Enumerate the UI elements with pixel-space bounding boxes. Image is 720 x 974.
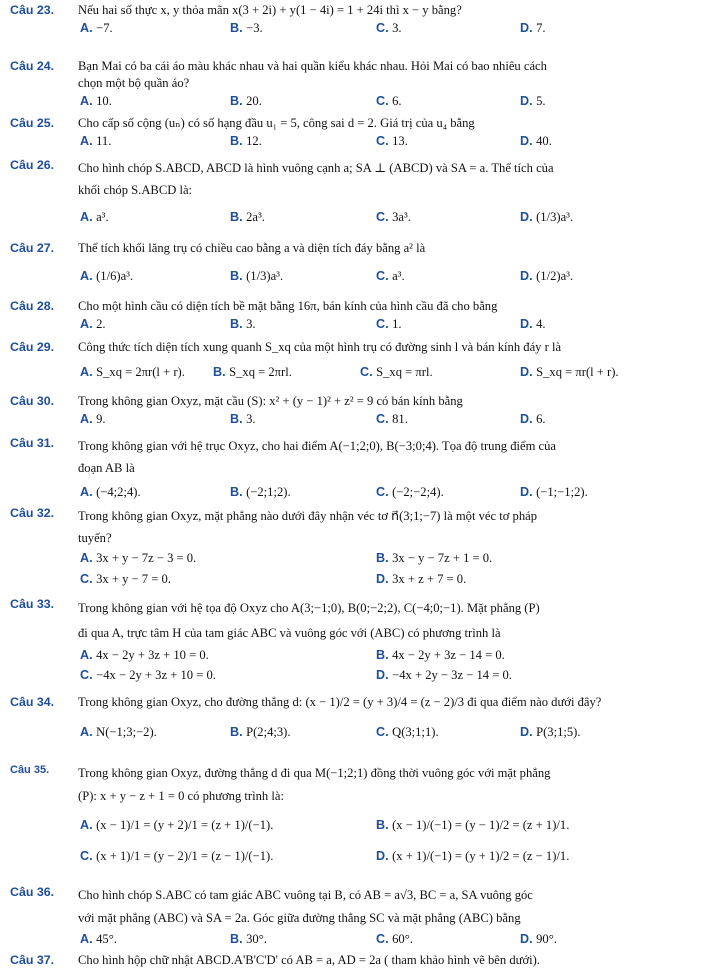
question-stem: Nếu hai số thực x, y thỏa mãn x(3 + 2i) + y(1 − 4i) = 1 + 24i thì x − y bằng? bbox=[78, 3, 462, 17]
question-number: Câu 35. bbox=[10, 764, 50, 776]
question-stem: Trong không gian Oxyz, mặt cầu (S): x² + (y − 1)² + z² = 9 có bán kính bằng bbox=[78, 394, 463, 408]
option-d[interactable]: D. S_xq = πr(l + r). bbox=[520, 365, 619, 379]
option-a[interactable]: A. −7. bbox=[80, 21, 113, 35]
question-34 bbox=[10, 694, 710, 742]
question-35 bbox=[10, 762, 710, 878]
option-b[interactable]: B. −3. bbox=[230, 21, 263, 35]
question-number: Câu 36. bbox=[10, 885, 55, 899]
question-stem-line: tuyến? bbox=[78, 531, 112, 545]
option-c[interactable]: C. 13. bbox=[376, 134, 408, 148]
question-stem-line: chọn một bộ quần áo? bbox=[78, 76, 190, 90]
option-a[interactable]: A. 45°. bbox=[80, 932, 117, 946]
question-33 bbox=[10, 596, 710, 685]
option-b[interactable]: B. 12. bbox=[230, 134, 262, 148]
option-b[interactable]: B. 4x − 2y + 3z − 14 = 0. bbox=[376, 648, 505, 662]
question-number: Câu 37. bbox=[10, 953, 55, 967]
option-b[interactable]: B. 20. bbox=[230, 94, 262, 108]
question-number: Câu 34. bbox=[10, 695, 55, 709]
question-23 bbox=[10, 2, 710, 38]
question-37 bbox=[10, 952, 710, 969]
question-stem: Trong không gian Oxyz, cho đường thẳng d: (x − 1)/2 = (y + 3)/4 = (z − 2)/3 đi qua điểm nào dưới đây? bbox=[78, 695, 602, 709]
option-c[interactable]: C. S_xq = πrl. bbox=[360, 365, 433, 379]
option-c[interactable]: C. a³. bbox=[376, 269, 405, 283]
question-stem-line: với mặt phẳng (ABC) và SA = 2a. Góc giữa đường thẳng SC và mặt phẳng (ABC) bằng bbox=[78, 911, 521, 925]
question-stem-line: (P): x + y − z + 1 = 0 có phương trình là: bbox=[78, 789, 284, 803]
option-c[interactable]: C. 6. bbox=[376, 94, 402, 108]
question-26 bbox=[10, 157, 710, 232]
option-d[interactable]: D. (−1;−1;2). bbox=[520, 485, 588, 499]
option-d[interactable]: D. 3x + z + 7 = 0. bbox=[376, 572, 467, 586]
question-27 bbox=[10, 240, 710, 288]
question-30 bbox=[10, 393, 710, 429]
question-stem-line: Trong không gian với hệ tọa độ Oxyz cho A(3;−1;0), B(0;−2;2), C(−4;0;−1). Mặt phẳng (P) bbox=[78, 601, 540, 615]
option-c[interactable]: C. (x + 1)/1 = (y − 2)/1 = (z − 1)/(−1). bbox=[80, 849, 274, 863]
option-d[interactable]: D. (1/2)a³. bbox=[520, 269, 574, 283]
question-stem-line: Trong không gian Oxyz, đường thẳng d đi qua M(−1;2;1) đồng thời vuông góc với mặt phẳng bbox=[78, 766, 551, 780]
question-number: Câu 32. bbox=[10, 506, 55, 520]
option-a[interactable]: A. 11. bbox=[80, 134, 112, 148]
question-stem: Công thức tích diện tích xung quanh S_xq của một hình trụ có đường sinh l và bán kính đáy r là bbox=[78, 340, 562, 354]
question-stem-line: Trong không gian với hệ trục Oxyz, cho hai điểm A(−1;2;0), B(−3;0;4). Tọa độ trung điểm của bbox=[78, 439, 557, 453]
option-c[interactable]: C. (−2;−2;4). bbox=[376, 485, 444, 499]
option-d[interactable]: D. P(3;1;5). bbox=[520, 725, 581, 739]
option-a[interactable]: A. (x − 1)/1 = (y + 2)/1 = (z + 1)/(−1). bbox=[80, 818, 274, 832]
option-b[interactable]: B. (x − 1)/(−1) = (y − 1)/2 = (z + 1)/1. bbox=[376, 818, 570, 832]
question-31 bbox=[10, 435, 710, 510]
question-25 bbox=[10, 115, 710, 151]
question-stem: Cho một hình cầu có diện tích bề mặt bằng 16π, bán kính của hình cầu đã cho bằng bbox=[78, 299, 498, 313]
option-b[interactable]: B. 3x − y − 7z + 1 = 0. bbox=[376, 551, 493, 565]
question-stem-line: đoạn AB là bbox=[78, 461, 135, 475]
question-29 bbox=[10, 339, 710, 387]
question-stem-line: Cho hình chóp S.ABC có tam giác ABC vuông tại B, có AB = a√3, BC = a, SA vuông góc bbox=[78, 888, 533, 902]
option-b[interactable]: B. 2a³. bbox=[230, 210, 265, 224]
option-a[interactable]: A. S_xq = 2πr(l + r). bbox=[80, 365, 185, 379]
option-d[interactable]: D. 40. bbox=[520, 134, 552, 148]
option-c[interactable]: C. 3a³. bbox=[376, 210, 411, 224]
option-b[interactable]: B. 3. bbox=[230, 412, 256, 426]
option-a[interactable]: A. (−4;2;4). bbox=[80, 485, 141, 499]
option-d[interactable]: D. 4. bbox=[520, 317, 546, 331]
question-number: Câu 28. bbox=[10, 299, 55, 313]
question-stem-line: Trong không gian Oxyz, mặt phẳng nào dưới đây nhận véc tơ n⃗(3;1;−7) là một véc tơ pháp bbox=[78, 509, 538, 523]
option-b[interactable]: B. (1/3)a³. bbox=[230, 269, 284, 283]
option-d[interactable]: D. −4x + 2y − 3z − 14 = 0. bbox=[376, 668, 512, 682]
question-32 bbox=[10, 505, 710, 589]
option-c[interactable]: C. 81. bbox=[376, 412, 408, 426]
question-number: Câu 33. bbox=[10, 597, 55, 611]
option-a[interactable]: A. 2. bbox=[80, 317, 106, 331]
question-number: Câu 23. bbox=[10, 3, 55, 17]
question-28 bbox=[10, 298, 710, 334]
question-stem-line: Bạn Mai có ba cái áo màu khác nhau và hai quần kiểu khác nhau. Hỏi Mai có bao nhiêu cách bbox=[78, 59, 547, 73]
option-a[interactable]: A. 4x − 2y + 3z + 10 = 0. bbox=[80, 648, 209, 662]
option-c[interactable]: C. 3. bbox=[376, 21, 402, 35]
option-d[interactable]: D. (1/3)a³. bbox=[520, 210, 574, 224]
option-a[interactable]: A. (1/6)a³. bbox=[80, 269, 134, 283]
option-c[interactable]: C. 1. bbox=[376, 317, 402, 331]
question-number: Câu 30. bbox=[10, 394, 55, 408]
option-a[interactable]: A. 9. bbox=[80, 412, 106, 426]
option-b[interactable]: B. S_xq = 2πrl. bbox=[213, 365, 292, 379]
option-d[interactable]: D. 7. bbox=[520, 21, 546, 35]
question-number: Câu 24. bbox=[10, 59, 55, 73]
question-stem: Thể tích khối lăng trụ có chiều cao bằng a và diện tích đáy bằng a² là bbox=[78, 241, 426, 255]
option-c[interactable]: C. −4x − 2y + 3z + 10 = 0. bbox=[80, 668, 216, 682]
option-c[interactable]: C. Q(3;1;1). bbox=[376, 725, 439, 739]
question-stem: Cho hình hộp chữ nhật ABCD.A'B'C'D' có AB = a, AD = 2a ( tham khảo hình vẽ bên dưới). bbox=[78, 953, 540, 967]
question-number: Câu 26. bbox=[10, 158, 55, 172]
option-d[interactable]: D. 90°. bbox=[520, 932, 557, 946]
question-number: Câu 27. bbox=[10, 241, 55, 255]
option-a[interactable]: A. 3x + y − 7z − 3 = 0. bbox=[80, 551, 197, 565]
option-a[interactable]: A. N(−1;3;−2). bbox=[80, 725, 157, 739]
option-d[interactable]: D. 5. bbox=[520, 94, 546, 108]
question-24 bbox=[10, 58, 710, 111]
option-a[interactable]: A. 10. bbox=[80, 94, 112, 108]
option-a[interactable]: A. a³. bbox=[80, 210, 109, 224]
option-d[interactable]: D. (x + 1)/(−1) = (y + 1)/2 = (z − 1)/1. bbox=[376, 849, 570, 863]
option-b[interactable]: B. (−2;1;2). bbox=[230, 485, 291, 499]
option-d[interactable]: D. 6. bbox=[520, 412, 546, 426]
question-36 bbox=[10, 884, 710, 949]
question-stem: Cho cấp số cộng (uₙ) có số hạng đầu u₁ = 5, công sai d = 2. Giá trị của u₄ bằng bbox=[78, 116, 475, 130]
option-c[interactable]: C. 3x + y − 7 = 0. bbox=[80, 572, 171, 586]
option-c[interactable]: C. 60°. bbox=[376, 932, 413, 946]
question-stem-line: khối chóp S.ABCD là: bbox=[78, 183, 193, 197]
question-number: Câu 29. bbox=[10, 340, 55, 354]
question-number: Câu 25. bbox=[10, 116, 55, 130]
question-stem-line: đi qua A, trực tâm H của tam giác ABC và vuông góc với (ABC) có phương trình là bbox=[78, 626, 501, 640]
question-number: Câu 31. bbox=[10, 436, 55, 450]
option-b[interactable]: B. P(2;4;3). bbox=[230, 725, 291, 739]
option-b[interactable]: B. 30°. bbox=[230, 932, 267, 946]
option-b[interactable]: B. 3. bbox=[230, 317, 256, 331]
question-stem-line: Cho hình chóp S.ABCD, ABCD là hình vuông cạnh a; SA ⊥ (ABCD) và SA = a. Thể tích của bbox=[78, 161, 554, 175]
